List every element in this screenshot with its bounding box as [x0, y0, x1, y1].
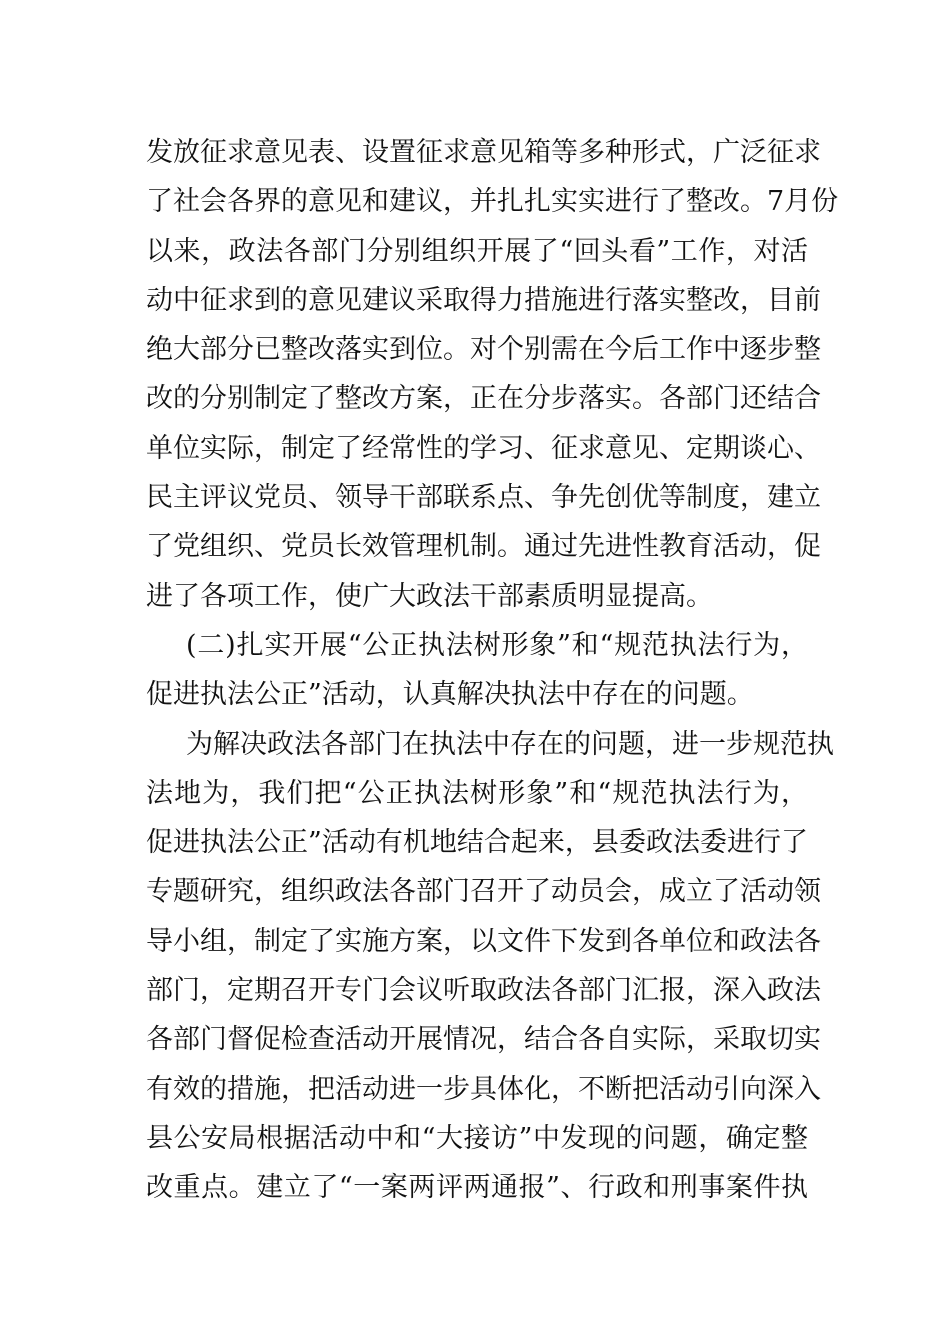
- text-line: 动中征求到的意见建议采取得力措施进行落实整改，目前: [146, 284, 821, 316]
- text-line: 改重点。建立了“一案两评两通报”、行政和刑事案件执: [146, 1172, 808, 1204]
- text-line: 进了各项工作，使广大政法干部素质明显提高。: [146, 580, 713, 612]
- section-heading-line: (二)扎实开展“公正执法树形象”和“规范执法行为，: [186, 629, 808, 661]
- text-line: 法地为，我们把“公正执法树形象”和“规范执法行为，: [146, 777, 808, 809]
- text-line: 发放征求意见表、设置征求意见箱等多种形式，广泛征求: [146, 137, 821, 168]
- text-line: 促进执法公正”活动有机地结合起来，县委政法委进行了: [146, 827, 808, 859]
- text-line: 以来，政法各部门分别组织开展了“回头看”工作，对活: [146, 235, 808, 267]
- text-line: 部门，定期召开专门会议听取政法各部门汇报，深入政法: [146, 975, 821, 1007]
- text-line: 了社会各界的意见和建议，并扎扎实实进行了整改。7月份: [146, 186, 839, 218]
- text-line: 县公安局根据活动中和“大接访”中发现的问题，确定整: [146, 1122, 808, 1154]
- text-line: 为解决政法各部门在执法中存在的问题，进一步规范执: [186, 728, 834, 760]
- text-line: 导小组，制定了实施方案，以文件下发到各单位和政法各: [146, 925, 821, 957]
- section-heading-line: 促进执法公正”活动，认真解决执法中存在的问题。: [146, 679, 754, 711]
- text-line: 各部门督促检查活动开展情况，结合各自实际，采取切实: [146, 1024, 821, 1056]
- text-line: 了党组织、党员长效管理机制。通过先进性教育活动，促: [146, 531, 821, 563]
- text-line: 改的分别制定了整改方案，正在分步落实。各部门还结合: [146, 383, 821, 415]
- text-line: 有效的措施，把活动进一步具体化，不断把活动引向深入: [146, 1073, 821, 1105]
- body-text: [146, 128, 839, 1213]
- text-line: 单位实际，制定了经常性的学习、征求意见、定期谈心、: [146, 432, 821, 464]
- text-line: 绝大部分已整改落实到位。对个别需在今后工作中逐步整: [146, 334, 821, 366]
- text-line: 民主评议党员、领导干部联系点、争先创优等制度，建立: [146, 482, 821, 514]
- text-line: 专题研究，组织政法各部门召开了动员会，成立了活动领: [146, 876, 821, 908]
